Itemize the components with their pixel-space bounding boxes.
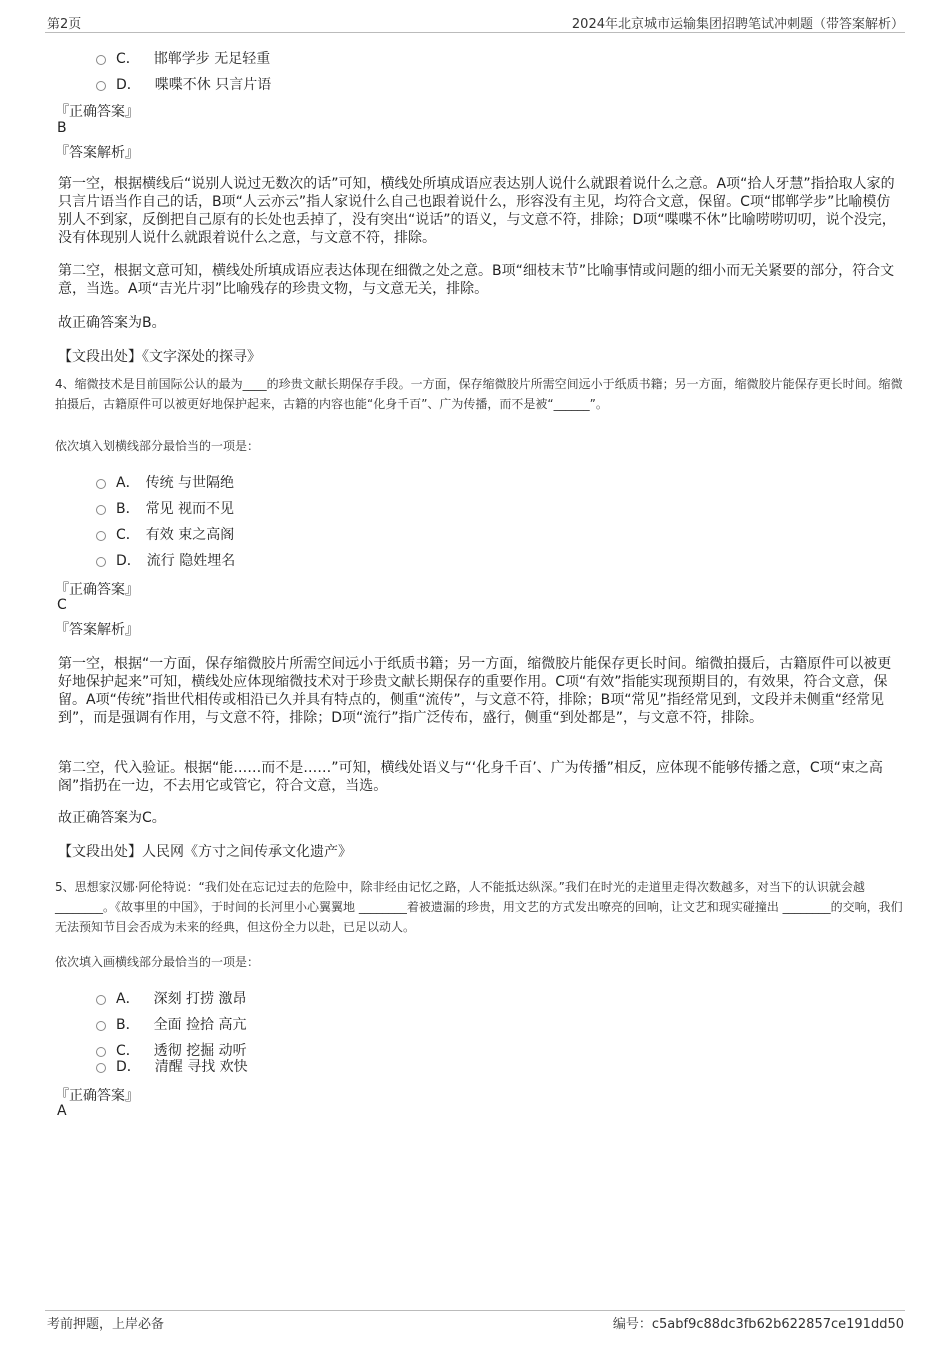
code-value: c5abf9c88dc3fb62b622857ce191dd50 — [651, 1317, 904, 1332]
analysis-paragraph: 第一空，根据横线后“说别人说过无数次的话”可知，横线处所填成语应表达别人说什么就跟着说什么之意。A项“拾人牙慧”指拾取人家的只言片语当作自己的话，B项“人云亦云”指人家说什么自己也跟着说什么，形容没有主见，均符合文意，保留。C项“邯郸学步”比喻模仿别人不到家，反倒把自己原有的长处也丢掉了，没有突出“说话”的语义，与文意不符，排除；D项“喋喋不休”比喻唠唠叨叨，说个没完，没有体现别人说什么就跟着说什么之意，与文意不符，排除。 — [58, 176, 896, 246]
option-a[interactable] — [96, 472, 234, 492]
option-text: 流行 隐姓埋名 — [146, 553, 236, 569]
option-d[interactable] — [96, 74, 271, 94]
radio-icon[interactable] — [96, 505, 106, 515]
option-text: 传统 与世隔绝 — [145, 475, 235, 491]
option-text: 喋喋不休 只言片语 — [154, 77, 272, 93]
answer-label: 『正确答案』 — [55, 582, 139, 598]
answer-value: A — [57, 1103, 67, 1119]
option-letter: C． — [116, 51, 140, 67]
analysis-label: 『答案解析』 — [55, 622, 139, 638]
analysis-label: 『答案解析』 — [55, 145, 139, 161]
option-letter: D． — [116, 553, 141, 569]
analysis-paragraph: 第一空，根据“一方面，保存缩微胶片所需空间远小于纸质书籍；另一方面，缩微胶片能保存更长时间。缩微拍摄后，古籍原件可以被更好地保护起来”可知，横线处应体现缩微技术对于珍贵文献长期保存的重要作用。C项“有效”指能实现预期目的，有效果，符合文意，保留。A项“传统”指世代相传或相沿已久并具有特点的，侧重“流传”，与文意不符，排除；B项“常见”指经常见到，文段并未侧重“经常见到”，而是强调有作用，与文意不符，排除；D项“流行”指广泛传布，盛行，侧重“到处都是”，与文意不符，排除。 — [58, 656, 892, 726]
analysis-paragraph: 第二空，根据文意可知，横线处所填成语应表达体现在细微之处之意。B项“细枝末节”比喻事情或问题的细小而无关紧要的部分，符合文意，当选。A项“吉光片羽”比喻残存的珍贵文物，与文意无关，排除。 — [58, 263, 895, 297]
option-letter: A． — [116, 991, 140, 1007]
code-label: 编号： — [612, 1317, 652, 1332]
option-letter: C． — [116, 1043, 140, 1059]
option-d[interactable] — [96, 550, 235, 570]
conclusion: 故正确答案为B。 — [58, 315, 166, 331]
question-prompt: 依次填入划横线部分最恰当的一项是： — [55, 439, 260, 453]
footer-slogan: 考前押题，上岸必备 — [47, 1317, 165, 1332]
option-d[interactable] — [96, 1056, 248, 1076]
option-letter: D． — [116, 1059, 141, 1075]
radio-icon[interactable] — [96, 479, 106, 489]
radio-icon[interactable] — [96, 557, 106, 567]
option-c[interactable] — [96, 524, 234, 544]
radio-icon[interactable] — [96, 81, 106, 91]
radio-icon[interactable] — [96, 531, 106, 541]
source: 【文段出处】人民网《方寸之间传承文化遗产》 — [58, 844, 352, 860]
option-letter: D． — [116, 77, 141, 93]
option-letter: B． — [116, 501, 140, 517]
answer-label: 『正确答案』 — [55, 104, 139, 120]
analysis-paragraph: 第二空，代入验证。根据“能……而不是……”可知，横线处语义与“‘化身千百’、广为传播”相反，应体现不能够传播之意，C项“束之高阁”指扔在一边，不去用它或管它，符合文意，当选。 — [58, 760, 883, 794]
document-title: 2024年北京城市运输集团招聘笔试冲刺题（带答案解析） — [571, 17, 904, 32]
document-code — [613, 1313, 904, 1332]
option-b[interactable] — [96, 1014, 247, 1034]
radio-icon[interactable] — [96, 995, 106, 1005]
page-number: 第2页 — [47, 17, 82, 32]
question-stem: 4、缩微技术是目前国际公认的最为____的珍贵文献长期保存手段。一方面，保存缩微胶片所需空间远小于纸质书籍；另一方面，缩微胶片能保存更长时间。缩微拍摄后，古籍原件可以被更好地保护起来，古籍的内容也能“化身千百”、广为传播，而不是被“______”。 — [55, 377, 903, 411]
radio-icon[interactable] — [96, 1063, 106, 1073]
option-text: 邯郸学步 无足轻重 — [153, 51, 271, 67]
option-text: 全面 捡拾 高亢 — [153, 1017, 247, 1033]
radio-icon[interactable] — [96, 1021, 106, 1031]
source: 【文段出处】《文字深处的探寻》 — [58, 349, 261, 365]
radio-icon[interactable] — [96, 55, 106, 65]
option-c[interactable] — [96, 48, 270, 68]
option-letter: C． — [116, 527, 140, 543]
option-text: 清醒 寻找 欢快 — [154, 1059, 248, 1075]
question-stem: 5、思想家汉娜·阿伦特说：“我们处在忘记过去的危险中，除非经由记忆之路，人不能抵达纵深。”我们在时光的走道里走得次数越多，对当下的认识就会越 ________。《故事里的中国》，于时间的长河里小心翼翼地 ________着被遗漏的珍贵，用文艺的方式发出嘹亮的回响，让文艺和现实碰撞出 ________的交响，我们无法预知节目会否成为未来的经典，但这份全力以赴，已足以动人。 — [55, 880, 903, 934]
option-letter: A． — [116, 475, 140, 491]
conclusion: 故正确答案为C。 — [58, 810, 166, 826]
option-text: 常见 视而不见 — [145, 501, 235, 517]
answer-value: B — [57, 120, 67, 136]
header-divider — [45, 32, 905, 33]
answer-label: 『正确答案』 — [55, 1088, 139, 1104]
option-b[interactable] — [96, 498, 234, 518]
option-letter: B． — [116, 1017, 140, 1033]
question-prompt: 依次填入画横线部分最恰当的一项是： — [55, 955, 260, 969]
answer-value: C — [57, 597, 67, 613]
option-a[interactable] — [96, 988, 246, 1008]
footer-divider — [45, 1310, 905, 1311]
option-text: 有效 束之高阁 — [145, 527, 235, 543]
option-text: 透彻 挖掘 动听 — [153, 1043, 247, 1059]
option-text: 深刻 打捞 激昂 — [153, 991, 247, 1007]
